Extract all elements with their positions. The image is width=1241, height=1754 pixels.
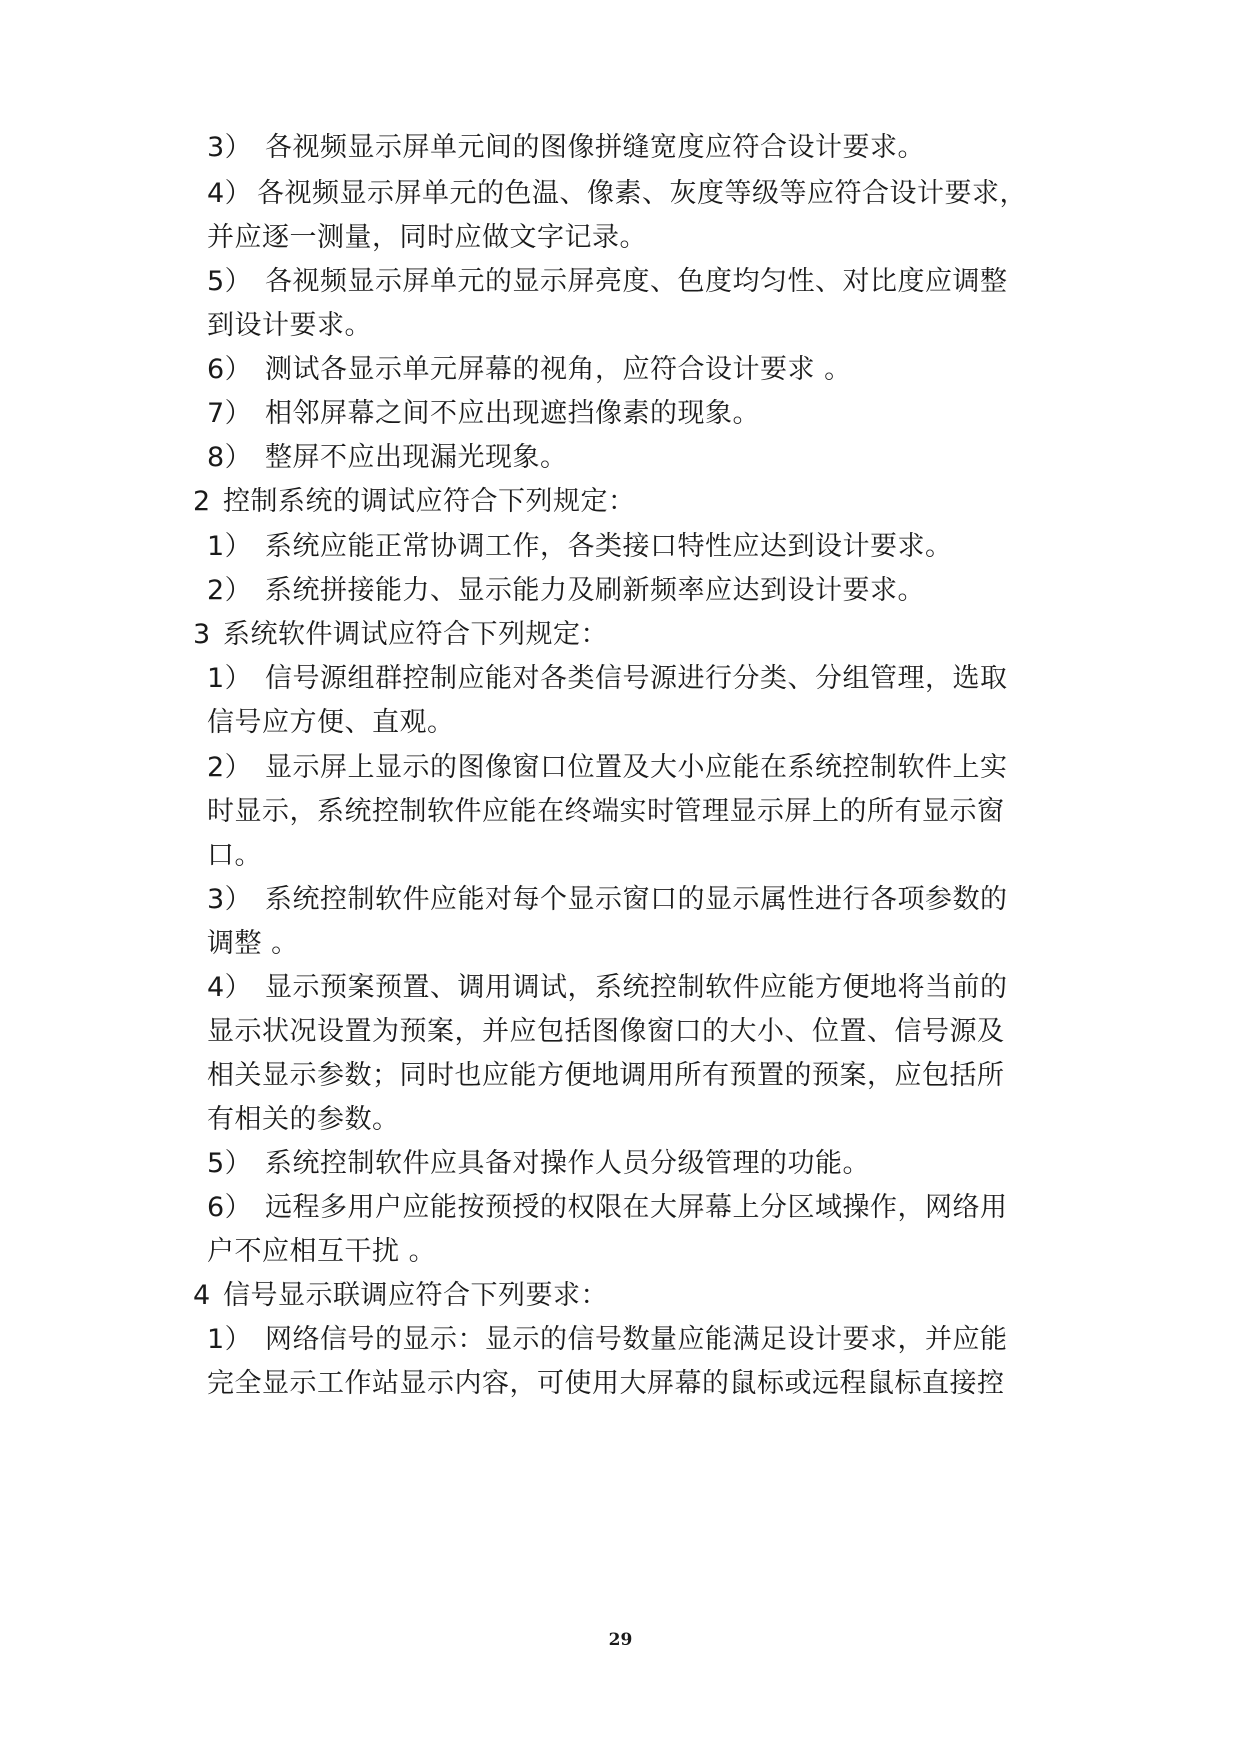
section-heading: 4 信号显示联调应符合下列要求： <box>193 1280 608 1311</box>
text-line: 1） 信号源组群控制应能对各类信号源进行分类、分组管理，选取 <box>207 663 1008 694</box>
text-line: 调整 。 <box>207 928 299 959</box>
text-line: 6） 远程多用户应能按预授的权限在大屏幕上分区域操作，网络用 <box>207 1192 1008 1223</box>
text-line: 1） 网络信号的显示：显示的信号数量应能满足设计要求，并应能 <box>207 1324 1008 1355</box>
text-line: 户不应相互干扰 。 <box>207 1236 437 1267</box>
text-line: 2） 显示屏上显示的图像窗口位置及大小应能在系统控制软件上实 <box>207 752 1008 783</box>
text-line: 到设计要求。 <box>207 310 372 341</box>
text-line: 完全显示工作站显示内容，可使用大屏幕的鼠标或远程鼠标直接控 <box>207 1368 1005 1399</box>
text-line: 3） 各视频显示屏单元间的图像拼缝宽度应符合设计要求。 <box>207 132 925 163</box>
page-number: 29 <box>608 1630 633 1650</box>
text-line: 口。 <box>207 840 262 871</box>
text-line: 有相关的参数。 <box>207 1104 400 1135</box>
section-heading: 3 系统软件调试应符合下列规定： <box>193 619 608 650</box>
text-line: 信号应方便、直观。 <box>207 707 455 738</box>
text-line: 4） 显示预案预置、调用调试，系统控制软件应能方便地将当前的 <box>207 972 1008 1003</box>
text-line: 5） 各视频显示屏单元的显示屏亮度、色度均匀性、对比度应调整 <box>207 266 1008 297</box>
text-line: 时显示，系统控制软件应能在终端实时管理显示屏上的所有显示窗 <box>207 796 1005 827</box>
text-line: 并应逐一测量，同时应做文字记录。 <box>207 222 647 253</box>
text-line: 3） 系统控制软件应能对每个显示窗口的显示属性进行各项参数的 <box>207 884 1008 915</box>
text-line: 4） 各视频显示屏单元的色温、像素、灰度等级等应符合设计要求， <box>207 178 1027 209</box>
text-line: 5） 系统控制软件应具备对操作人员分级管理的功能。 <box>207 1148 870 1179</box>
text-line: 2） 系统拼接能力、显示能力及刷新频率应达到设计要求。 <box>207 575 925 606</box>
text-line: 显示状况设置为预案，并应包括图像窗口的大小、位置、信号源及 <box>207 1016 1005 1047</box>
section-heading: 2 控制系统的调试应符合下列规定： <box>193 486 636 517</box>
text-line: 7） 相邻屏幕之间不应出现遮挡像素的现象。 <box>207 398 760 429</box>
text-line: 8） 整屏不应出现漏光现象。 <box>207 442 568 473</box>
text-line: 6） 测试各显示单元屏幕的视角，应符合设计要求 。 <box>207 354 852 385</box>
text-line: 相关显示参数；同时也应能方便地调用所有预置的预案，应包括所 <box>207 1060 1005 1091</box>
text-line: 1） 系统应能正常协调工作，各类接口特性应达到设计要求。 <box>207 531 953 562</box>
